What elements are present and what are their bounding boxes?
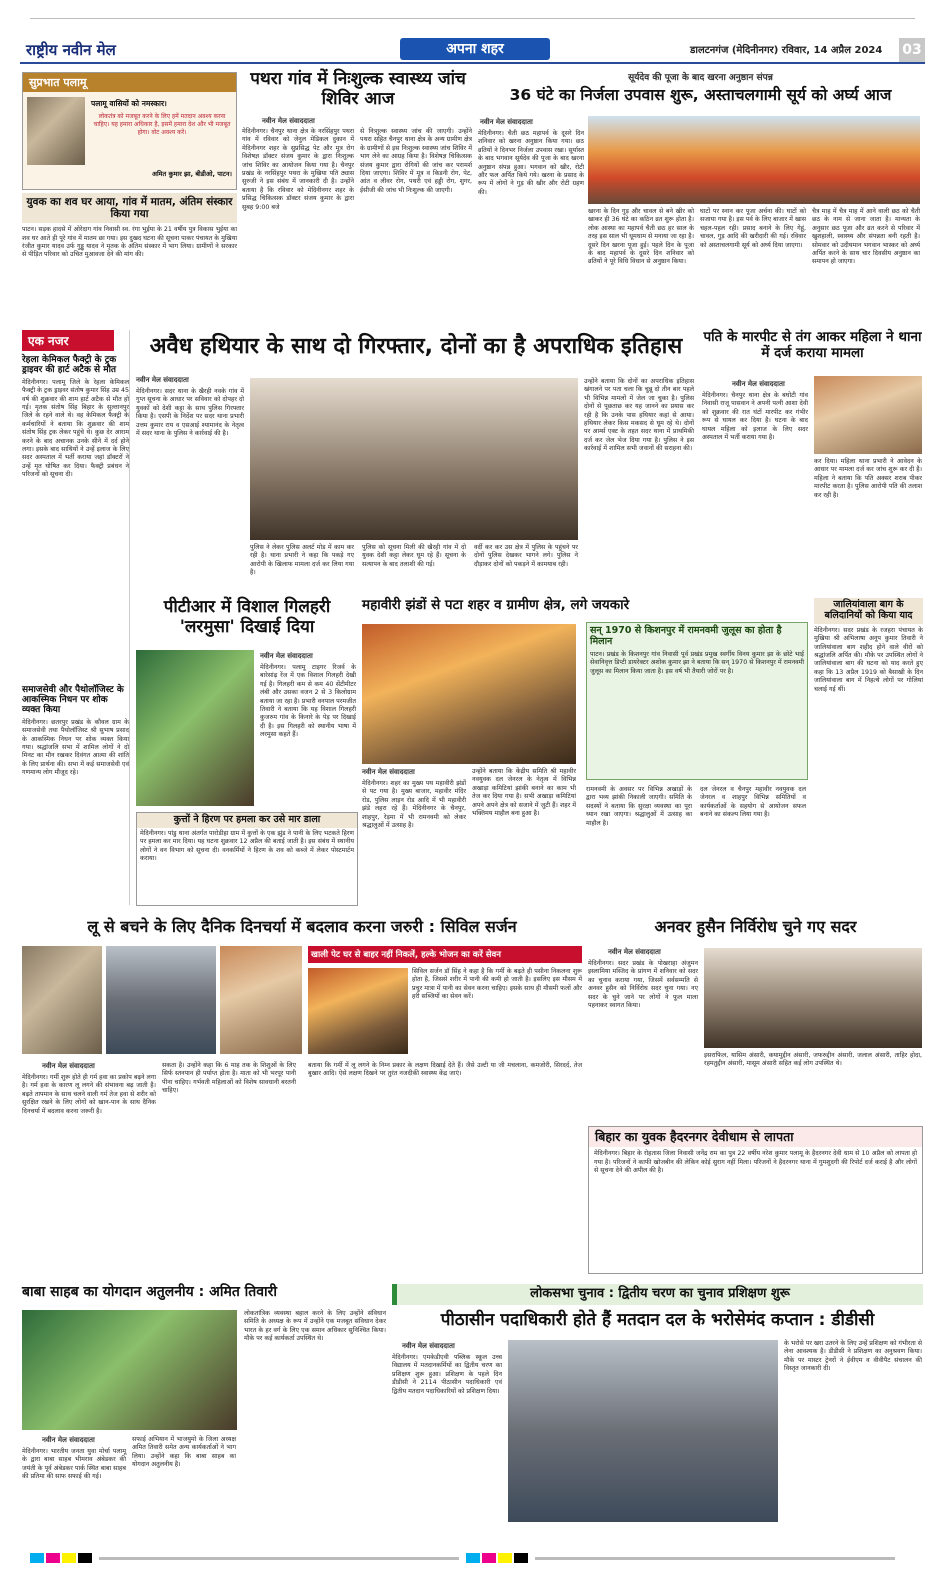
- heatwave-col4: बताया कि गर्मी में लू लगने के निम्न प्रकार के लक्षण दिखाई देते हैं। जैसे उल्टी या जी मचलाना, कमजोरी, सिरदर्द, तेज बुखार आदि। ऐसे लक्षण दिखने पर तुरंत नजदीकी स्वास्थ्य केंद्र जाएं।: [308, 1062, 582, 1078]
- dateline: डालटनगंज (मेदिनीनगर) रविवार, 14 अप्रैल 2024: [690, 45, 883, 56]
- election-photo: [508, 1340, 778, 1522]
- pathra-headline: पथरा गांव में निःशुल्क स्वास्थ्य जांच शिविर आज: [250, 69, 466, 109]
- flags-headline: महावीरी झंडों से पटा शहर व ग्रामीण क्षेत्र, लगे जयकारे: [362, 597, 630, 613]
- ek-nazar-title: एक नजर: [22, 330, 114, 351]
- dv-body1: मेदिनीनगर। चैनपुर थाना क्षेत्र के बघोटी गांव निवासी राजू पासवान ने अपनी पत्नी आशा देवी को शुक्रवार की रात घंटों मारपीट कर गंभीर रूप से घायल कर दिया है। घटना के बाद घायल महिला को इलाज के लिए सदर अस्पताल में भर्ती कराया गया है।: [702, 392, 808, 442]
- arms-photo: [250, 378, 578, 540]
- masthead: [20, 38, 925, 64]
- ambedkar-photo: [22, 1310, 237, 1430]
- heatwave-col2: सिविल सर्जन डॉ सिंह ने कहा है कि गर्मी के बढ़ते ही पसीना निकलना शुरू होता है, जिससे शरीर में पानी की कमी हो जाती है। इसलिए इस मौसम में प्रचुर मात्रा में पानी का सेवन करना चाहिए। इसके साथ ही मौसमी फलों और हरी सब्जियों का सेवन करें।: [412, 968, 582, 1001]
- chhath-headline: 36 घंटे का निर्जला उपवास शुरू, अस्ताचलगामी सूर्य को अर्घ्य आज: [509, 86, 892, 104]
- yuvak-headline: युवक का शव घर आया, गांव में मातम, अंतिम संस्कार किया गया: [22, 193, 237, 223]
- election-headline: पीठासीन पदाधिकारी होते हैं मतदान दल के भरोसेमंद कप्तान : डीडीसी: [440, 1309, 875, 1330]
- anwar-photo: [704, 948, 922, 1048]
- chhath-kicker: सूर्यदेव की पूजा के बाद खरना अनुष्ठान संपन्न: [628, 73, 773, 83]
- heatwave-food-photo: [308, 968, 408, 1054]
- flags-col2: उन्होंने बताया कि केंद्रीय समिति श्री महावीर नवयुवक दल जेनरल के नेतृत्व में विभिन्न अखाड़ा कमिटियां झांकी बनाने का काम भी तेज कर दिया गया है। सभी अखाड़ा कमिटियां अपने अपने क्षेत्र को सजाने में जुटी हैं। शहर में भक्तिमय माहौल बना हुआ है।: [472, 768, 576, 818]
- deer-headline: कुत्तों ने हिरण पर हमला कर उसे मार डाला: [137, 813, 357, 828]
- domestic-violence-story: [702, 330, 923, 592]
- flags-col1: मेदिनीनगर। शहर का मुख्य पथ महावीरी झंडों से पट गया है। मुख्य बाजार, महावीर मंदिर रोड, पुलिस लाइन रोड आदि में भी महावीरी झंडे लहरा रहे हैं। मेदिनीनगर के चैनपुर, शाहपुर, रेड़मा में भी रामनवमी को लेकर श्रद्धालुओं में उत्साह है।: [362, 780, 466, 830]
- ambedkar-col3: सफाई अभियान में भाजयुमो के जिला अध्यक्ष अमित तिवारी समेत अन्य कार्यकर्ताओं ने भाग लिया। उन्होंने कहा कि बाबा साहब का योगदान अतुलनीय है।: [132, 1436, 236, 1469]
- chhath-byline: नवीन मेल संवाददाता: [480, 118, 533, 126]
- arms-arrest-story: [136, 330, 696, 592]
- flags-story: [362, 597, 630, 906]
- jallianwala-body: मेदिनीनगर। सदर प्रखंड के रजहरा पंचायत के मुखिया श्री अभिलाषा अनूप कुमार तिवारी ने जालियांवाला बाग शहीद होने वाले वीरों को श्रद्धांजलि अर्पित की। मौके पर उपस्थित लोगों ने जालियांवाला बाग की घटना को याद करते हुए कहा कि 13 अप्रैल 1919 को बैसाखी के दिन जालियांवाला बाग में निहत्थे लोगों पर गोलियां चलाई गई थीं।: [814, 626, 923, 693]
- page-number: 03: [899, 38, 925, 62]
- dv-body2: कर दिया। महिला थाना प्रभारी ने आवेदन के आधार पर मामला दर्ज कर जांच शुरू कर दी है। महिला ने बताया कि पति अक्सर शराब पीकर मारपीट करता है। पुलिस आरोपी पति की तलाश कर रही है।: [814, 458, 922, 499]
- election-kicker: लोकसभा चुनाव : द्वितीय चरण का चुनाव प्रशिक्षण शुरू: [392, 1284, 923, 1305]
- anwar-story: [588, 918, 923, 1118]
- deer-story: [136, 812, 358, 906]
- dv-headline: पति के मारपीट से तंग आकर महिला ने थाना में दर्ज कराया मामला: [703, 329, 922, 361]
- missing-headline: बिहार का युवक हैदरनगर देवीधाम से लापता: [589, 1127, 922, 1147]
- chhath-col2: खरना के दिन गुड़ और चावल से बने खीर को खाकर ही 36 घंटे का कठिन व्रत शुरू होता है। लोक आस्था का महापर्व चैती छठ हर साल के तरह इस साल भी धूमधाम से मनाया जा रहा है। दूसरे दिन खरना पूजा हुई। पहले दिन के पूजा के बाद महापर्व के दूसरे दिन शनिवार को व्रतियों ने पूरे विधि विधान से अनुष्ठान किया।: [588, 208, 695, 266]
- heatwave-photo-left: [22, 946, 102, 1054]
- arms-headline: अवैध हथियार के साथ दो गिरफ्तार, दोनों का है अपराधिक इतिहास: [149, 334, 683, 359]
- heatwave-col3: सकता है। उन्होंने कहा कि 6 माह तक के शिशुओं के लिए सिर्फ स्तनपान ही पर्याप्त होता है। माता को भी भरपूर पानी पीना चाहिए। गर्भवती महिलाओं को विशेष सावधानी बरतनी चाहिए।: [162, 1062, 296, 1095]
- chhath-col1: मेदिनीनगर। चैती छठ महापर्व के दूसरे दिन शनिवार को खरना अनुष्ठान किया गया। छठ व्रतियों ने दिनभर निर्जला उपवास रखा। सूर्यास्त के बाद भगवान सूर्यदेव की पूजा के बाद खरना अनुष्ठान संपन्न हुआ। भगवान को खीर, रोटी और फल अर्पित किये गये। खरना के प्रसाद के रूप में लोगों ने गुड़ की खीर और रोटी ग्रहण की।: [478, 130, 584, 196]
- ramnavami-body3: दल जेनरल व चैनपुर महावीर नवयुवक दल जेनरल व शाहपुर विभिन्न समितियों व कार्यकर्ताओं के सहयोग से आयोजन सफल बनाने का संकल्प लिया गया है।: [700, 786, 806, 819]
- flags-byline: नवीन मेल संवाददाता: [362, 768, 415, 776]
- heatwave-story: [22, 918, 582, 1274]
- pathra-col1: मेदिनीनगर। चैनपुर थाना क्षेत्र के नरसिंहपुर पथरा गांव में रविवार को जेनुल मेडिकल दुकान में मेदिनीनगर शहर के सुप्रसिद्ध पेट और मूत्र रोग विशेषज्ञ डॉक्टर संजय कुमार के द्वारा निःशुल्क जांच शिविर का आयोजन किया गया है। चैनपुर प्रखंड के नरसिंहपुर पथरा के मुखिया पति ठ्यास सुरुजी ने इस संबंध में जानकारी दी है। उन्होंने बताया है कि रविवार को मेदिनीनगर शहर के प्रसिद्ध चिकित्सक डॉक्टर संजय कुमार के द्वारा सुबह 9:00 बजे: [242, 128, 354, 211]
- chhath-story: [478, 70, 923, 322]
- deer-body: मेदिनीनगर। पांडु थाना अंतर्गत पारोडीहा ग्राम में कुत्तों के एक झुंड ने पानी के लिए भटकते हिरण पर हमला कर मार दिया। यह घटना शुक्रवार 12 अप्रैल की बताई जाती है। इस संबंध में स्थानीय लोगों ने वन विभाग को सूचना दी। वनकर्मियों ने हिरण के शव को कब्जे में लेकर पोस्टमार्टम कराया।: [140, 829, 354, 863]
- arms-byline: नवीन मेल संवाददाता: [136, 376, 189, 384]
- heatwave-photo-mid: [106, 946, 216, 1054]
- pathra-byline: नवीन मेल संवाददाता: [262, 117, 315, 126]
- chhath-col3: घाटों पर स्नान कर पूजा अर्चना की। घाटों को सजाया गया है। इस पर्व के लिए बाजार में खास चहल-पहल रही। प्रसाद बनाने के लिए गेहूं, चावल, गुड़ आदि की खरीदारी की गई। रविवार को अस्ताचलगामी सूर्य को अर्घ्य दिया जाएगा।: [700, 208, 806, 249]
- ambedkar-byline: नवीन मेल संवाददाता: [42, 1436, 95, 1444]
- ramnavami-story: [586, 622, 808, 906]
- ramnavami-body2: रामनवमी के अवसर पर विभिन्न अखाड़ों के द्वारा भव्य झांकी निकाली जाएगी। समिति के सदस्यों ने बताया कि सुरक्षा व्यवस्था का पूरा ध्यान रखा जाएगा। श्रद्धालुओं में उत्साह का माहौल है।: [586, 786, 692, 827]
- suprabhat-message: लोकतंत्र को मजबूत करने के लिए हमें मतदान अवश्य करना चाहिए। यह हमारा अधिकार है, इसमें हमारा देश और भी मजबूत होगा। वोट अवश्य करें।: [93, 113, 231, 136]
- flags-photo: [362, 624, 576, 764]
- dv-byline: नवीन मेल संवाददाता: [732, 380, 785, 388]
- color-registration-bar: [30, 1548, 915, 1560]
- anwar-byline: नवीन मेल संवाददाता: [608, 948, 661, 956]
- anwar-members: इसराफिल, यासिम अंसारी, कयामुद्दीन अंसारी, जफरुद्दीन अंसारी, जलाल अंसारी, ताहिर होदा, रहमतुद्दीन अंसारी, मासूम अंसारी सहित कई लोग उपस्थित थे।: [704, 1052, 922, 1068]
- arms-col1: मेदिनीनगर। सदर थाना के खैरही नवके गांव में गुप्त सूचना के आधार पर सविवार को दोपहर दो युवकों को देशी कट्टा के साथ पुलिस गिरफ्तार किया है। एसपी के निर्देश पर सदर थाना प्रभारी उत्तम कुमार राय व एसआई श्यामानंद के नेतृत्व में सदर थाना के पुलिस ने कार्रवाई की है।: [136, 388, 244, 438]
- election-byline: नवीन मेल संवाददाता: [402, 1342, 455, 1350]
- squirrel-byline: नवीन मेल संवाददाता: [260, 652, 313, 660]
- heatwave-photo-right: [220, 946, 302, 1054]
- anwar-body: मेदिनीनगर। सदर प्रखंड के पोखराहा अंजुमन इस्लामिया मस्जिद के प्रांगण में शनिवार को सदर का चुनाव कराया गया, जिसमें सर्वसम्मति से अनवर हुसैन को निर्विरोध सदर चुना गया। नए सदर के चुने जाने पर लोगों ने फूल माला पहनाकर स्वागत किया।: [588, 960, 698, 1010]
- ambedkar-headline: बाबा साहब का योगदान अतुलनीय : अमित तिवारी: [22, 1284, 278, 1300]
- suprabhat-greeting: पलामू वासियों को नमस्कार।: [91, 99, 167, 108]
- heatwave-byline: नवीन मेल संवाददाता: [42, 1062, 95, 1070]
- paper-name: राष्ट्रीय नवीन मेल: [26, 41, 116, 59]
- election-col1: मेदिनीनगर। एमकेडीएवी पब्लिक स्कूल उच्च विद्यालय में मतदानकर्मियों का द्वितीय चरण का प्रशिक्षण शुरू हुआ। प्रशिक्षण के पहले दिन डीडीसी ने 2114 पीठासीन पदाधिकारी एवं द्वितीय मतदान पदाधिकारियों को प्रशिक्षण दिया।: [392, 1354, 502, 1395]
- arms-caption3: वर्दी कर कर उस क्षेत्र में पुलिस के पहुंचने पर दोनों पुलिस देखकर भागने लगे। पुलिस ने दौड़ाकर दोनों को पकड़ने में कामयाब रही।: [474, 544, 578, 568]
- ek-nazar-story1-headline: रेहला केमिकल फैक्ट्री के ट्रक ड्राइवर की हार्ट अटैक से मौत: [22, 355, 117, 376]
- pathra-col2: से निःशुल्क स्वास्थ्य जांच की जाएगी। उन्होंने पथरा सहित चैनपुर थाना क्षेत्र के अन्य ग्रामीण क्षेत्र के ग्रामीणों से इस निःशुल्क स्वास्थ्य जांच शिविर में भाग लेने का आग्रह किया है। विशेषज्ञ चिकित्सक संजय कुमार द्वारा रोगियों की जांच कर परामर्श दिया जाएगा। शिविर में मूत्र व किडनी रोग, पेट, आंत व लीवर रोग, पथरी एवं हड्डी रोग, शुगर, ईसीजी की जांच भी निःशुल्क की जाएगी।: [360, 128, 472, 194]
- election-col2: के भरोसे पर खरा उतरने के लिए उन्हें प्रशिक्षण को गंभीरता से लेना आवश्यक है। डीडीसी ने प्रशिक्षण का अनुश्रवण किया। मौके पर मास्टर ट्रेनरों ने ईवीएम व वीवीपैट संचालन की विस्तृत जानकारी दी।: [784, 1340, 922, 1373]
- ambedkar-col1: मेदिनीनगर। भारतीय जनता युवा मोर्चा पलामू के द्वारा बाबा साहब भीमराव अंबेडकर की जयंती के पूर्व अंबेडकर पार्क स्थित बाबा साहब की प्रतिमा की साफ सफाई की गई।: [22, 1448, 126, 1481]
- squirrel-body: मेदिनीनगर। पलामू टाइगर रिजर्व के बारेसांढ़ रेंज में एक विशाल गिलहरी देखी गई है। गिलहरी कम से कम 40 सेंटीमीटर लंबी और उसका वजन 2 से 3 किलोग्राम बताया जा रहा है। प्रभारी वनपाल परमजीत तिवारी ने बताया कि यह विशाल गिलहरी कुजरुम गांव के किनारे के पेड़ पर दिखाई दी है। इस गिलहरी को स्थानीय भाषा में लरमुसा कहते हैं।: [260, 664, 356, 739]
- heatwave-headline: लू से बचने के लिए दैनिक दिनचर्या में बदलाव करना जरुरी : सिविल सर्जन: [87, 917, 517, 936]
- missing-youth-story: [588, 1126, 923, 1274]
- anwar-headline: अनवर हुसैन निर्विरोध चुने गए सदर: [654, 917, 857, 936]
- squirrel-story: [136, 598, 358, 810]
- ramnavami-box: [586, 622, 808, 780]
- suprabhat-signature: अमित कुमार झा, बीडीओ, पाटन।: [152, 170, 232, 178]
- heatwave-subhead: खाली पेट घर से बाहर नहीं निकलें, हल्के भोजन का करें सेवन: [308, 946, 582, 963]
- ek-nazar-story2-headline: समाजसेवी और पैथोलॉजिस्ट के आकस्मिक निधन पर शोक व्यक्त किया: [22, 684, 124, 716]
- ramnavami-body1: पाटन। प्रखंड के किशनपुर गांव निवासी पूर्व प्रखंड प्रमुख स्वर्गीय विनय कुमार झा के छोटे भाई सेवानिवृत्त डिप्टी डायरेक्टर अशोक कुमार झा ने बताया कि सन् 1970 से किशनपुर में रामनवमी जुलूस का मिलान किया जाता है। इस वर्ष भी तैयारी जोरों पर है।: [590, 650, 804, 675]
- suprabhat-title: सुप्रभात पलामू: [23, 73, 236, 92]
- election-training-story: [392, 1284, 923, 1524]
- dv-photo: [814, 376, 922, 454]
- chhath-col4: चैत्र माह में चैत्र माह में आने वाली छठ को चैती छठ के नाम से जाना जाता है। मान्यता के अनुसार छठ पूजा और व्रत करने से परिवार में खुशहाली, स्वास्थ्य और संपन्नता बनी रहती है। सोमवार को उदीयमान भगवान भास्कर को अर्घ्य अर्पित करने के साथ चार दिवसीय अनुष्ठान का समापन हो जाएगा।: [812, 208, 920, 266]
- heatwave-col1: मेदिनीनगर। गर्मी शुरू होते ही गर्म हवा का प्रकोप बढ़ने लगा है। गर्म हवा के कारण लू लगने की संभावना बढ़ जाती है। बढ़ते तापमान के साथ चलने वाली गर्म तेज हवा से शरीर को सुरक्षित रखने के लिए लोगों को खान-पान के साथ दैनिक दिनचर्या में बदलाव करना जरूरी है।: [22, 1074, 156, 1115]
- squirrel-headline: पीटीआर में विशाल गिलहरी 'लरमुसा' दिखाई दिया: [163, 597, 331, 637]
- ek-nazar-story1-body: मेदिनीनगर। पलामू जिले के रेहला केमिकल फैक्ट्री के ट्रक ड्राइवर संतोष कुमार सिंह उम्र 45 वर्ष की शुक्रवार की शाम हार्ट अटैक से मौत हो गई। मृतक संतोष सिंह बिहार के सुल्तानपुर जिले के रहने वाले थे। वह केमिकल फैक्ट्री के कर्मचारियों ने बताया कि शुक्रवार की शाम संतोष सिंह ट्रक लेकर पहुंचे थे। कुछ देर आराम करने के बाद अचानक उनके सीने में दर्द होने लगा। इसके बाद साथियों ने उन्हें इलाज के लिए सदर अस्पताल में भर्ती कराया जहां डॉक्टरों ने उन्हें मृत घोषित कर दिया। फैक्ट्री प्रबंधन ने परिजनों को सूचना दी।: [22, 378, 129, 479]
- jallianwala-headline: जालियांवाला बाग के बलिदानियों को किया याद: [814, 598, 923, 624]
- ek-nazar-column: [22, 330, 130, 905]
- squirrel-photo: [136, 650, 254, 806]
- ambedkar-story: [22, 1284, 387, 1524]
- suprabhat-box: [22, 72, 237, 190]
- registration-mark-top: [30, 18, 915, 24]
- pathra-story: [242, 70, 474, 322]
- arms-caption1: पुलिस ने लेकर पुलिस अलर्ट मोड में काम कर रही है। थाना प्रभारी ने कहा कि पकड़े गए आरोपी के खिलाफ मामला दर्ज कर लिया गया है।: [250, 544, 354, 577]
- ambedkar-col2: लोकतांत्रिक व्यवस्था बहाल करने के लिए उन्होंने संविधान समिति के अध्यक्ष के रूप में उन्होंने एक मजबूत संविधान देकर भारत के हर वर्ग के लिए एक समान अधिकार सुनिश्चित किया। मौके पर कई कार्यकर्ता उपस्थित थे।: [244, 1310, 386, 1343]
- chhath-photo: [588, 116, 920, 204]
- missing-body: मेदिनीनगर। बिहार के रोहतास जिला निवासी जनेंद्र राम का पुत्र 22 वर्षीय नरेश कुमार पलामू के हैदरनगर देवी धाम से 10 अप्रैल को लापता हो गया है। परिजनों ने काफी खोजबीन की लेकिन कोई सुराग नहीं मिला। परिजनों ने हैदरनगर थाना में गुमशुदगी की रिपोर्ट दर्ज कराई है और लोगों से सूचना देने की अपील की है।: [594, 1150, 917, 1175]
- official-portrait: [27, 97, 85, 165]
- ramnavami-headline: सन् 1970 से किशनपुर में रामनवमी जुलूस का होता है मिलान: [590, 625, 782, 647]
- section-tag: अपना शहर: [400, 38, 550, 60]
- arms-caption2: पुलिस को सूचना मिली की खैरही गांव में दो युवक देशी कट्टा लेकर घूम रहे हैं। सूचना के सत्यापन के बाद तलाशी की गई।: [362, 544, 466, 568]
- yuvak-story: [22, 193, 237, 321]
- ek-nazar-story2-body: मेदिनीनगर। छतरपुर प्रखंड के कौवल ग्राम के समाजसेवी तथा पैथोलॉजिस्ट श्री सुभाष प्रसाद के आकस्मिक निधन पर शोक व्यक्त किया गया। श्रद्धांजलि सभा में शामिल लोगों ने दो मिनट का मौन रखकर दिवंगत आत्मा की शांति के लिए प्रार्थना की। सभा में कई समाजसेवी एवं गणमान्य लोग मौजूद रहे।: [22, 718, 129, 777]
- yuvak-body: पाटन। सड़क हादसे में ओरेदाग गांव निवासी स्व. रंगा भुईया के 21 वर्षीय पुत्र विकास भुईया का शव घर आते ही पूरे गांव में मातम छा गया। इस दुखद घटना की सूचना पाकर पंचायत के मुखिया रंजीत कुमार यादव उर्फ गुड्डू यादव ने मृतक के अंतिम संस्कार में भाग लिया। ग्रामीणों ने सरकार से पीड़ित परिवार को उचित मुआवजा देने की मांग की।: [22, 226, 237, 259]
- arms-col2: उन्होंने बताया कि दोनों का अपराधिक इतिहास खंगालने पर पता चला कि चुन्नू दो तीन बार पहले भी विभिन्न मामलों में जेल जा चुका है। पुलिस दोनों से पूछताछ कर यह जानने का प्रयास कर रही है कि उनके पास हथियार कहां से आया। हथियार लेकर किस मकसद से घूम रहे थे। दोनों पर आर्म्स एक्ट के तहत सदर थाना में प्राथमिकी दर्ज कर जेल भेज दिया गया है। पुलिस ने इस कार्रवाई में शामिल सभी जवानों की सराहना की।: [584, 378, 694, 453]
- jallianwala-story: [814, 598, 923, 906]
